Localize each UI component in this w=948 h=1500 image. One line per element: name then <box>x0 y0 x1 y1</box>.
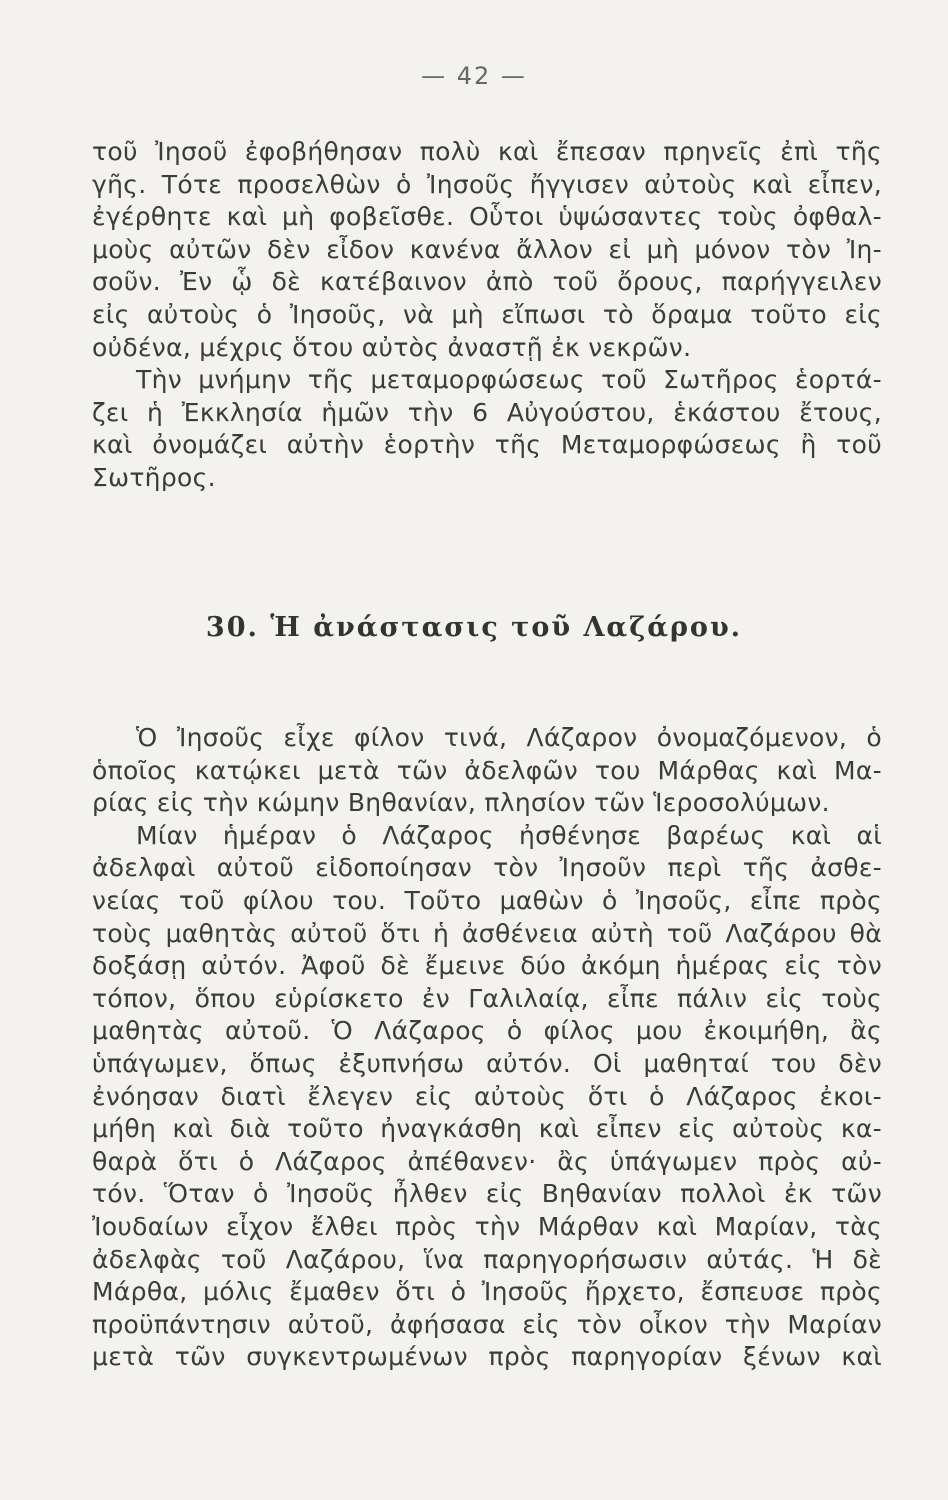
text-line: καὶ ὀνομάζει αὐτὴν ἑορτὴν τῆς Μεταμορφώσεως ἢ τοῦ <box>92 430 882 460</box>
text-line: μοὺς αὐτῶν δὲν εἶδον κανένα ἄλλον εἰ μὴ μόνον τὸν Ἰη- <box>92 234 882 264</box>
text-line: ὁποῖος κατῴκει μετὰ τῶν ἀδελφῶν του Μάρθας καὶ Μα- <box>92 755 882 785</box>
text-line: εἰς αὐτοὺς ὁ Ἰησοῦς, νὰ μὴ εἴπωσι τὸ ὅραμα τοῦτο εἰς <box>92 299 882 329</box>
text-line: θαρὰ ὅτι ὁ Λάζαρος ἀπέθανεν· ἂς ὑπάγωμεν πρὸς αὐ- <box>92 1146 882 1176</box>
text-line: οὐδένα, μέχρις ὅτου αὐτὸς ἀναστῇ ἐκ νεκρῶν. <box>92 332 692 362</box>
text-line: τόπον, ὅπου εὑρίσκετο ἐν Γαλιλαίᾳ, εἶπε πάλιν εἰς τοὺς <box>92 983 882 1013</box>
text-line: ἀδελφὰς τοῦ Λαζάρου, ἵνα παρηγορήσωσιν αὐτάς. Ἡ δὲ <box>92 1244 882 1274</box>
text-line: γῆς. Τότε προσελθὼν ὁ Ἰησοῦς ἤγγισεν αὐτοὺς καὶ εἶπεν, <box>92 169 882 199</box>
text-line: Μάρθα, μόλις ἔμαθεν ὅτι ὁ Ἰησοῦς ἤρχετο, ἔσπευσε πρὸς <box>92 1277 882 1307</box>
section-heading: 30. Ἡ ἀνάστασις τοῦ Λαζάρου. <box>205 612 743 643</box>
text-line: δοξάσῃ αὐτόν. Ἀφοῦ δὲ ἔμεινε δύο ἀκόμη ἡμέρας εἰς τὸν <box>92 951 882 981</box>
text-line: μαθητὰς αὐτοῦ. Ὁ Λάζαρος ὁ φίλος μου ἐκοιμήθη, ἂς <box>92 1016 882 1046</box>
text-line: Μίαν ἡμέραν ὁ Λάζαρος ἠσθένησε βαρέως καὶ αἱ <box>136 820 882 850</box>
text-line: Σωτῆρος. <box>92 462 216 492</box>
top-text-block <box>92 136 882 495</box>
text-line: ἐνόησαν διατὶ ἔλεγεν εἰς αὐτοὺς ὅτι ὁ Λάζαρος ἐκοι- <box>92 1081 882 1111</box>
text-line: Τὴν μνήμην τῆς μεταμορφώσεως τοῦ Σωτῆρος ἑορτά- <box>136 365 882 395</box>
text-line: τοὺς μαθητὰς αὐτοῦ ὅτι ἡ ἀσθένεια αὐτὴ τοῦ Λαζάρου θὰ <box>92 918 882 948</box>
text-line: Ἰουδαίων εἶχον ἔλθει πρὸς τὴν Μάρθαν καὶ Μαρίαν, τὰς <box>92 1211 882 1241</box>
text-line: ζει ἡ Ἐκκλησία ἡμῶν τὴν 6 Αὐγούστου, ἑκάστου ἔτους, <box>92 397 882 427</box>
text-line: μήθη καὶ διὰ τοῦτο ἠναγκάσθη καὶ εἶπεν εἰς αὐτοὺς κα- <box>92 1114 882 1144</box>
section-text-block <box>92 722 882 1374</box>
text-line: νείας τοῦ φίλου του. Τοῦτο μαθὼν ὁ Ἰησοῦς, εἶπε πρὸς <box>92 885 882 915</box>
text-line: ἀδελφαὶ αὐτοῦ εἰδοποίησαν τὸν Ἰησοῦν περὶ τῆς ἀσθε- <box>92 853 882 883</box>
page-number: — 42 — <box>421 62 527 90</box>
text-line: ἐγέρθητε καὶ μὴ φοβεῖσθε. Οὗτοι ὑψώσαντες τοὺς ὀφθαλ- <box>92 202 882 232</box>
text-line: τοῦ Ἰησοῦ ἐφοβήθησαν πολὺ καὶ ἔπεσαν πρηνεῖς ἐπὶ τῆς <box>92 137 882 166</box>
text-line: ρίας εἰς τὴν κώμην Βηθανίαν, πλησίον τῶν Ἱεροσολύμων. <box>92 788 830 818</box>
text-line: Ὁ Ἰησοῦς εἶχε φίλον τινά, Λάζαρον ὀνομαζόμενον, ὁ <box>136 723 882 752</box>
text-line: ὑπάγωμεν, ὅπως ἐξυπνήσω αὐτόν. Οἱ μαθηταί του δὲν <box>92 1048 882 1078</box>
text-line: μετὰ τῶν συγκεντρωμένων πρὸς παρηγορίαν ξένων καὶ <box>92 1342 882 1372</box>
text-line: προϋπάντησιν αὐτοῦ, ἀφήσασα εἰς τὸν οἶκον τὴν Μαρίαν <box>92 1309 882 1339</box>
text-line: σοῦν. Ἐν ᾧ δὲ κατέβαινον ἀπὸ τοῦ ὄρους, παρήγγειλεν <box>92 267 882 297</box>
text-line: τόν. Ὅταν ὁ Ἰησοῦς ἦλθεν εἰς Βηθανίαν πολλοὶ ἐκ τῶν <box>92 1179 882 1209</box>
